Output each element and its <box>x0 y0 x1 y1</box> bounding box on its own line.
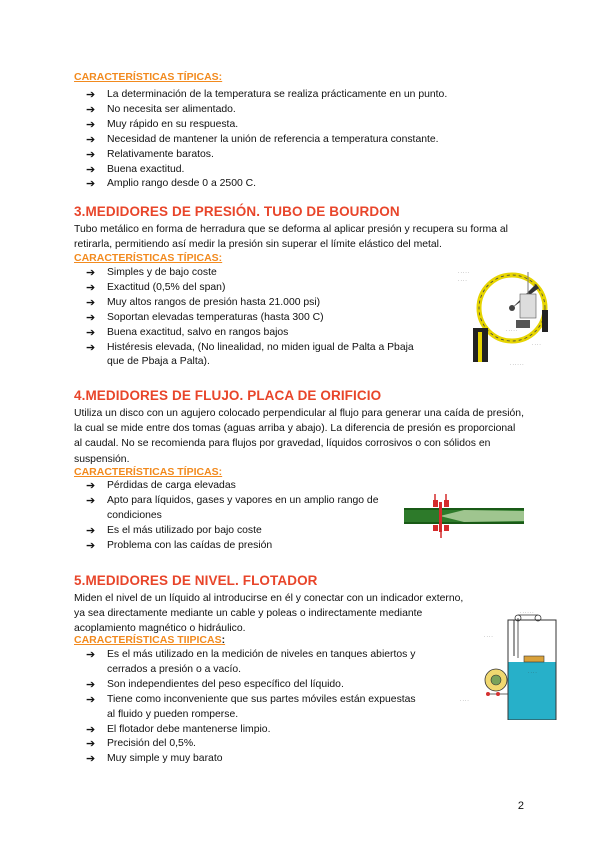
list-item <box>86 539 406 554</box>
level-subtitle-text: CARACTERÍSTICAS TIIPICAS <box>74 634 222 646</box>
level-characteristics-subtitle <box>74 634 225 646</box>
list-item-text: Amplio rango desde 0 a 2500 C. <box>107 178 257 190</box>
arrow-right-icon: ➔ <box>86 753 96 766</box>
list-item-text: Buena exactitud, salvo en rangos bajos <box>107 326 289 338</box>
list-item <box>86 737 422 752</box>
list-item-text: Tiene como inconveniente que sus partes móviles están expuestas al fluido y pueden romperse. <box>107 693 416 720</box>
arrow-right-icon: ➔ <box>86 693 96 706</box>
list-item-text: Simples y de bajo coste <box>107 267 217 278</box>
list-item <box>86 326 421 341</box>
temp-characteristics-list <box>86 88 447 192</box>
level-characteristics-list <box>86 648 422 767</box>
list-item <box>86 723 422 738</box>
arrow-right-icon: ➔ <box>86 267 96 279</box>
list-item-text: Muy rápido en su respuesta. <box>107 118 239 130</box>
arrow-right-icon: ➔ <box>86 118 96 131</box>
list-item <box>86 693 422 723</box>
list-item <box>86 118 447 133</box>
list-item <box>86 266 421 281</box>
arrow-right-icon: ➔ <box>86 296 96 309</box>
arrow-right-icon: ➔ <box>86 89 96 101</box>
arrow-right-icon: ➔ <box>86 494 96 507</box>
list-item-text: Problema con las caídas de presión <box>107 539 273 551</box>
list-item <box>86 103 447 118</box>
list-item-text: Pérdidas de carga elevadas <box>107 480 236 491</box>
list-item <box>86 133 447 148</box>
list-item <box>86 648 422 678</box>
diagram-label: · · · · · <box>458 270 470 275</box>
list-item <box>86 524 406 539</box>
list-item <box>86 494 406 524</box>
list-item-text: Es el más utilizado por bajo coste <box>107 524 262 536</box>
arrow-right-icon: ➔ <box>86 539 96 552</box>
bourdon-tube-diagram <box>456 262 556 370</box>
list-item-text: Son independientes del peso específico del líquido. <box>107 678 344 690</box>
list-item-text: Muy simple y muy barato <box>107 753 223 765</box>
temp-characteristics-subtitle: CARACTERÍSTICAS TÍPICAS: <box>74 71 223 83</box>
arrow-right-icon: ➔ <box>86 678 96 691</box>
float-level-diagram <box>458 610 558 720</box>
pressure-section-title: 3.MEDIDORES DE PRESIÓN. TUBO DE BOURDON <box>74 204 400 219</box>
arrow-right-icon: ➔ <box>86 341 96 354</box>
arrow-right-icon: ➔ <box>86 326 96 339</box>
list-item-text: Soportan elevadas temperaturas (hasta 300 C) <box>107 311 324 323</box>
pressure-description: Tubo metálico en forma de herradura que se deforma al aplicar presión y recupera su forma al retirarla, permitiendo así medir la presión sin superar el límite elástico del metal. <box>74 224 508 251</box>
list-item-text: No necesita ser alimentado. <box>107 103 236 115</box>
level-section-title: 5.MEDIDORES DE NIVEL. FLOTADOR <box>74 573 318 588</box>
list-item <box>86 296 421 311</box>
list-item-text: Precisión del 0,5%. <box>107 738 196 750</box>
orifice-plate-diagram <box>404 494 524 538</box>
list-item-text: Es el más utilizado en la medición de niveles en tanques abiertos y cerrados a presión o a vacío. <box>107 649 416 675</box>
flow-characteristics-subtitle: CARACTERÍSTICAS TÍPICAS: <box>74 466 223 478</box>
arrow-right-icon: ➔ <box>86 738 96 751</box>
list-item <box>86 752 422 767</box>
list-item <box>86 88 447 103</box>
diagram-label: · · · · <box>484 634 493 639</box>
arrow-right-icon: ➔ <box>86 148 96 161</box>
arrow-right-icon: ➔ <box>86 133 96 146</box>
pressure-characteristics-list <box>86 266 421 370</box>
arrow-right-icon: ➔ <box>86 178 96 191</box>
list-item-text: Relativamente baratos. <box>107 148 214 160</box>
list-item-text: Muy altos rangos de presión hasta 21.000 psi) <box>107 296 321 308</box>
diagram-label: · · · · · · <box>520 610 534 615</box>
list-item-text: Apto para líquidos, gases y vapores en un amplio rango de condiciones <box>107 494 379 521</box>
arrow-right-icon: ➔ <box>86 163 96 176</box>
list-item <box>86 148 447 163</box>
diagram-label: · · · · · · <box>510 362 524 367</box>
level-subtitle-colon: : <box>221 634 226 646</box>
list-item <box>86 678 422 693</box>
list-item <box>86 177 447 192</box>
diagram-label: · · · · <box>458 278 467 283</box>
list-item-text: El flotador debe mantenerse limpio. <box>107 723 271 735</box>
list-item-text: Histéresis elevada, (No linealidad, no miden igual de Palta a Pbaja que de Pbaja a Palta). <box>107 341 414 368</box>
arrow-right-icon: ➔ <box>86 311 96 324</box>
list-item-text: Necesidad de mantener la unión de referencia a temperatura constante. <box>107 133 439 145</box>
list-item <box>86 341 421 371</box>
list-item-text: La determinación de la temperatura se realiza prácticamente en un punto. <box>107 89 448 100</box>
diagram-label: · · · · <box>532 342 541 347</box>
page-number: 2 <box>517 800 524 812</box>
list-item-text: Buena exactitud. <box>107 163 185 175</box>
arrow-right-icon: ➔ <box>86 480 96 492</box>
flow-characteristics-list <box>86 479 406 554</box>
arrow-right-icon: ➔ <box>86 723 96 736</box>
arrow-right-icon: ➔ <box>86 103 96 116</box>
list-item <box>86 163 447 178</box>
list-item <box>86 281 421 296</box>
list-item-text: Exactitud (0,5% del span) <box>107 281 226 293</box>
list-item <box>86 311 421 326</box>
pressure-characteristics-subtitle: CARACTERÍSTICAS TÍPICAS: <box>74 252 223 264</box>
diagram-label: · · · · <box>460 698 469 703</box>
flow-section-title: 4.MEDIDORES DE FLUJO. PLACA DE ORIFICIO <box>74 388 382 403</box>
diagram-label: · · · · <box>528 670 537 675</box>
arrow-right-icon: ➔ <box>86 281 96 294</box>
arrow-right-icon: ➔ <box>86 524 96 537</box>
flow-description: Utiliza un disco con un agujero colocado perpendicular al flujo para generar una caída de presión, la cual se mide entre dos tomas (aguas arriba y abajo). La diferencia de presión es proporcional al caudal. No se recomienda para flujos por gravedad, líquidos corrosivos o con sólidos en suspensión. <box>74 408 524 465</box>
level-description: Miden el nivel de un líquido al introducirse en él y conectar con un indicador externo, ya sea directamente mediante un cable y poleas o indirectamente mediante acoplamiento magnético o hidráulico. <box>74 593 464 635</box>
diagram-label: · · · · · <box>506 328 518 333</box>
arrow-right-icon: ➔ <box>86 649 96 661</box>
list-item <box>86 479 406 494</box>
